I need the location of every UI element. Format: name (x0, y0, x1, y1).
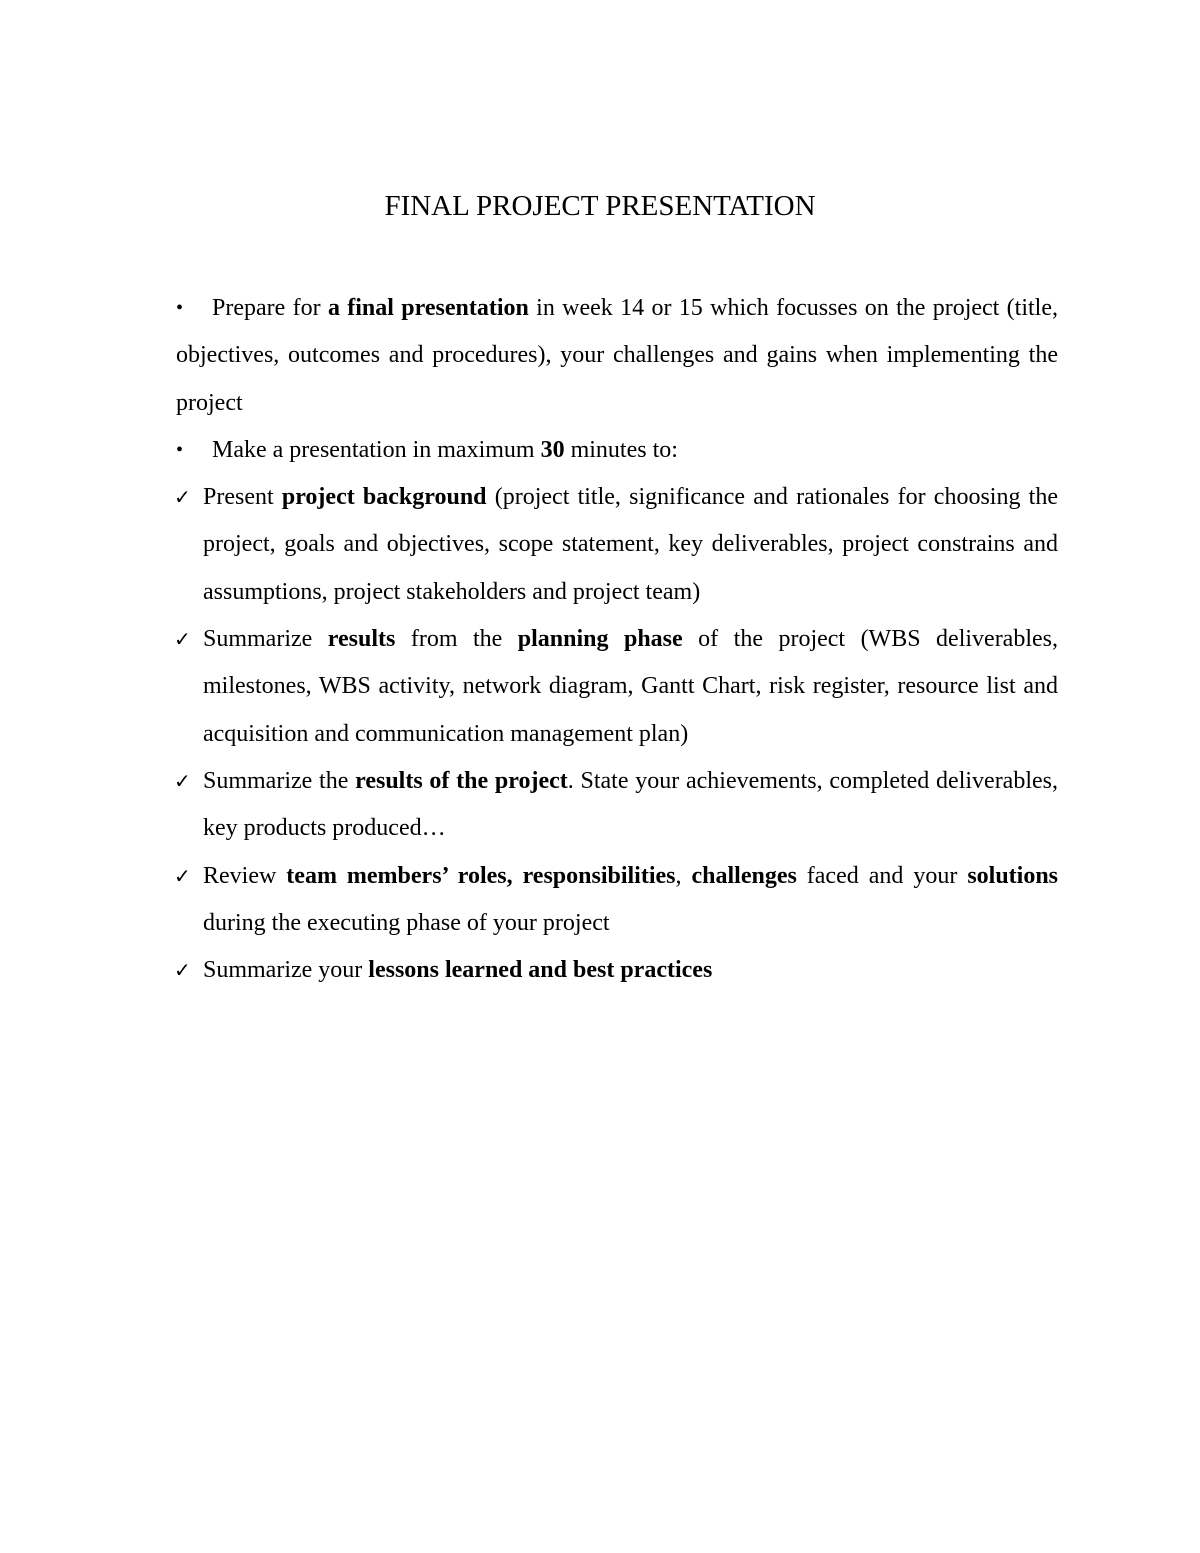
checklist-item (176, 947, 1058, 994)
item-text: . State your achievements, completed deliverables, key products produced… (203, 767, 1058, 842)
item-text: Make a presentation in maximum (212, 436, 541, 463)
checkmark-icon: ✓ (174, 863, 191, 888)
bullet-icon: • (176, 438, 184, 461)
checklist-item (176, 853, 1058, 948)
item-text: of the project (WBS deliverables, milestones, WBS activity, network diagram, Gantt Chart, risk register, resource list and acquisition and communication management plan) (203, 626, 1058, 747)
page-title: FINAL PROJECT PRESENTATION (384, 190, 816, 222)
checklist-item (176, 758, 1058, 853)
checklist-item (176, 616, 1058, 758)
item-text: during the executing phase of your project (203, 909, 610, 936)
bold-text: 30 (540, 436, 565, 463)
item-text: Summarize the (203, 767, 356, 794)
item-text: Present (203, 484, 282, 511)
bold-text: team members’ roles, responsibilities (286, 862, 676, 889)
item-text: , (675, 862, 692, 889)
item-text: in week 14 or 15 which focusses on the project (title, objectives, outcomes and procedures), your challenges and gains when implementing the project (176, 295, 1058, 416)
checkmark-icon: ✓ (174, 627, 191, 652)
checkmark-icon: ✓ (174, 485, 191, 510)
bullet-icon: • (176, 297, 184, 319)
item-text: (project title, significance and rationales for choosing the project, goals and objectives, scope statement, key deliverables, project constrains and assumptions, project stakeholders and project team) (203, 484, 1058, 605)
instruction-list (176, 285, 1058, 994)
bold-text: results (327, 626, 396, 653)
checkmark-icon: ✓ (174, 768, 191, 793)
bold-text: challenges (691, 862, 797, 889)
checklist-item (176, 474, 1058, 616)
item-text: Summarize your (203, 957, 369, 984)
bold-text: project background (281, 484, 487, 511)
item-text: Summarize (203, 626, 328, 653)
item-text: Prepare for (212, 295, 328, 321)
bullet-item (176, 427, 1058, 474)
bold-text: planning phase (517, 626, 683, 653)
item-text: faced and your (796, 862, 968, 889)
bold-text: solutions (967, 862, 1059, 889)
bold-text: a final presentation (327, 295, 529, 321)
bold-text: lessons learned and best practices (368, 957, 713, 984)
bullet-item (176, 285, 1058, 427)
item-text: from the (395, 626, 518, 653)
item-text: Review (203, 862, 287, 889)
checkmark-icon: ✓ (174, 958, 191, 983)
item-text: minutes to: (564, 436, 678, 463)
bold-text: results of the project (355, 767, 568, 794)
